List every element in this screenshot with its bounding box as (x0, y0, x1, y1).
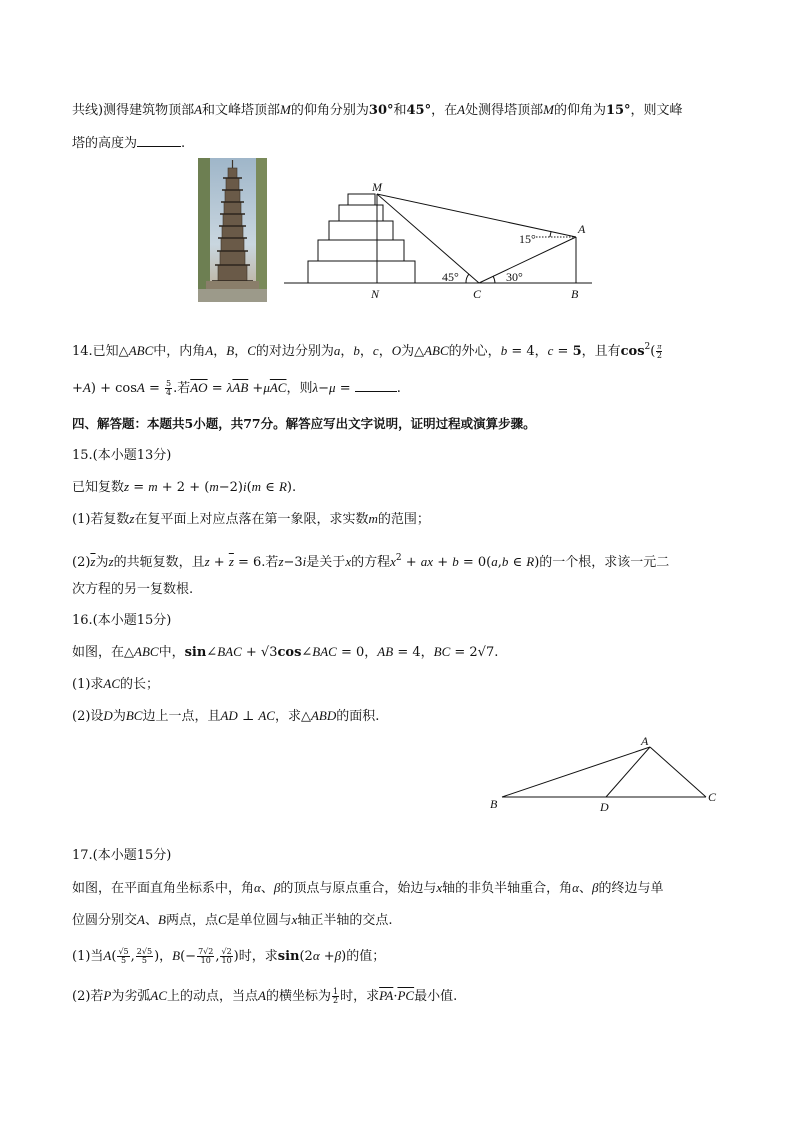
label-A: A (578, 222, 586, 236)
pagoda-photo (198, 158, 267, 302)
label-B: B (571, 287, 579, 301)
label-M: M (372, 180, 382, 194)
pagoda-tier-1 (308, 261, 415, 283)
pagoda-tier-3 (329, 221, 393, 240)
q15-head: 15.(本小题13分) (72, 448, 172, 463)
q17-stem-line2: 位圆分别交A、B两点，点C是单位圆与x轴正半轴的交点. (72, 912, 393, 928)
q15-part2-line2: 次方程的另一复数根. (72, 582, 194, 597)
q16-head: 16.(本小题15分) (72, 613, 172, 628)
label-D: D (600, 800, 609, 814)
figure-q16 (485, 730, 725, 820)
line-MA (377, 194, 576, 237)
answer-blank[interactable] (137, 134, 181, 147)
angle-15: 15° (519, 232, 536, 246)
label-C: C (473, 287, 482, 301)
q17-head: 17.(本小题15分) (72, 848, 172, 863)
q17-stem-line1: 如图，在平面直角坐标系中，角α、β的顶点与原点重合，始边与x轴的非负半轴重合，角α、β的终边与单 (72, 880, 664, 896)
pagoda-tier-4 (339, 205, 383, 221)
label-B: B (490, 797, 498, 811)
angle-45: 45° (442, 270, 459, 284)
q15-part2-line1: $(2)\overline{z}$为z的共轭复数，且$z + \overline{z} = 6$.若z−3i是关于x的方程$x^2$ + ax + b = 0(a,b ∈ R)的一个根，求该一元二 (72, 553, 670, 570)
figure-q13 (280, 176, 600, 304)
q16-stem: 如图，在△ABC中，sin∠BAC + √3cos∠BAC = 0，AB = 4，BC = 2√7. (72, 644, 499, 660)
q13-text-line2: 塔的高度为 . (72, 136, 186, 151)
q17-part2: (2)若P为劣弧AC上的动点，当点A的横坐标为 $\frac{1}{2}$ 时，求$\overline{PA}\cdot\overline{PC}$最小值. (72, 987, 458, 1005)
q13-text-line1: 共线)测得建筑物顶部A和文峰塔顶部M的仰角分别为30°和45°，在A处测得塔顶部M的仰角为15°，则文峰 (72, 102, 683, 118)
q16-part1: (1)求AC的长； (72, 676, 160, 692)
line-MC (377, 194, 479, 283)
q15-part1: (1)若复数z在复平面上对应点落在第一象限，求实数m的范围； (72, 511, 430, 527)
label-A: A (641, 734, 649, 748)
arc-30 (493, 276, 495, 283)
q16-part2: (2)设D为BC边上一点，且AD ⊥ AC，求△ABD的面积. (72, 708, 380, 724)
q15-stem: 已知复数z = m + 2 + (m−2)i(m ∈ R). (72, 479, 297, 495)
section-4-heading: 四、解答题：本题共5小题，共77分。解答应写出文字说明，证明过程或演算步骤。 (72, 416, 536, 431)
arc-45 (466, 274, 469, 283)
label-C: C (708, 790, 717, 804)
q14-line1: 14.已知△ABC中，内角A，B，C的对边分别为a，b，c，O为△ABC的外心，b = 4，c = 5，且有$\cos^2$( $\frac{\pi}{2}$ (72, 342, 662, 360)
pagoda-tier-2 (318, 240, 404, 261)
q14-line2: +A) + cosA = $\frac{5}{4}$ .若$\overline{AO} = \lambda\overline{AB} +\mu\overline{AC}$，则λ−μ = . (72, 379, 401, 397)
label-N: N (371, 287, 380, 301)
answer-blank-q14[interactable] (355, 379, 397, 392)
arc-15 (550, 232, 551, 237)
angle-30: 30° (506, 270, 523, 284)
q17-part1: (1)当A( $\frac{√5}{5}$ , $\frac{2√5}{5}$ )，B(− $\frac{7√2}{10}$ , $\frac{√2}{10}$ )时，求sin(2α +β)的值； (72, 947, 386, 965)
side-AC (650, 747, 706, 797)
pagoda-tier-5 (348, 194, 375, 205)
